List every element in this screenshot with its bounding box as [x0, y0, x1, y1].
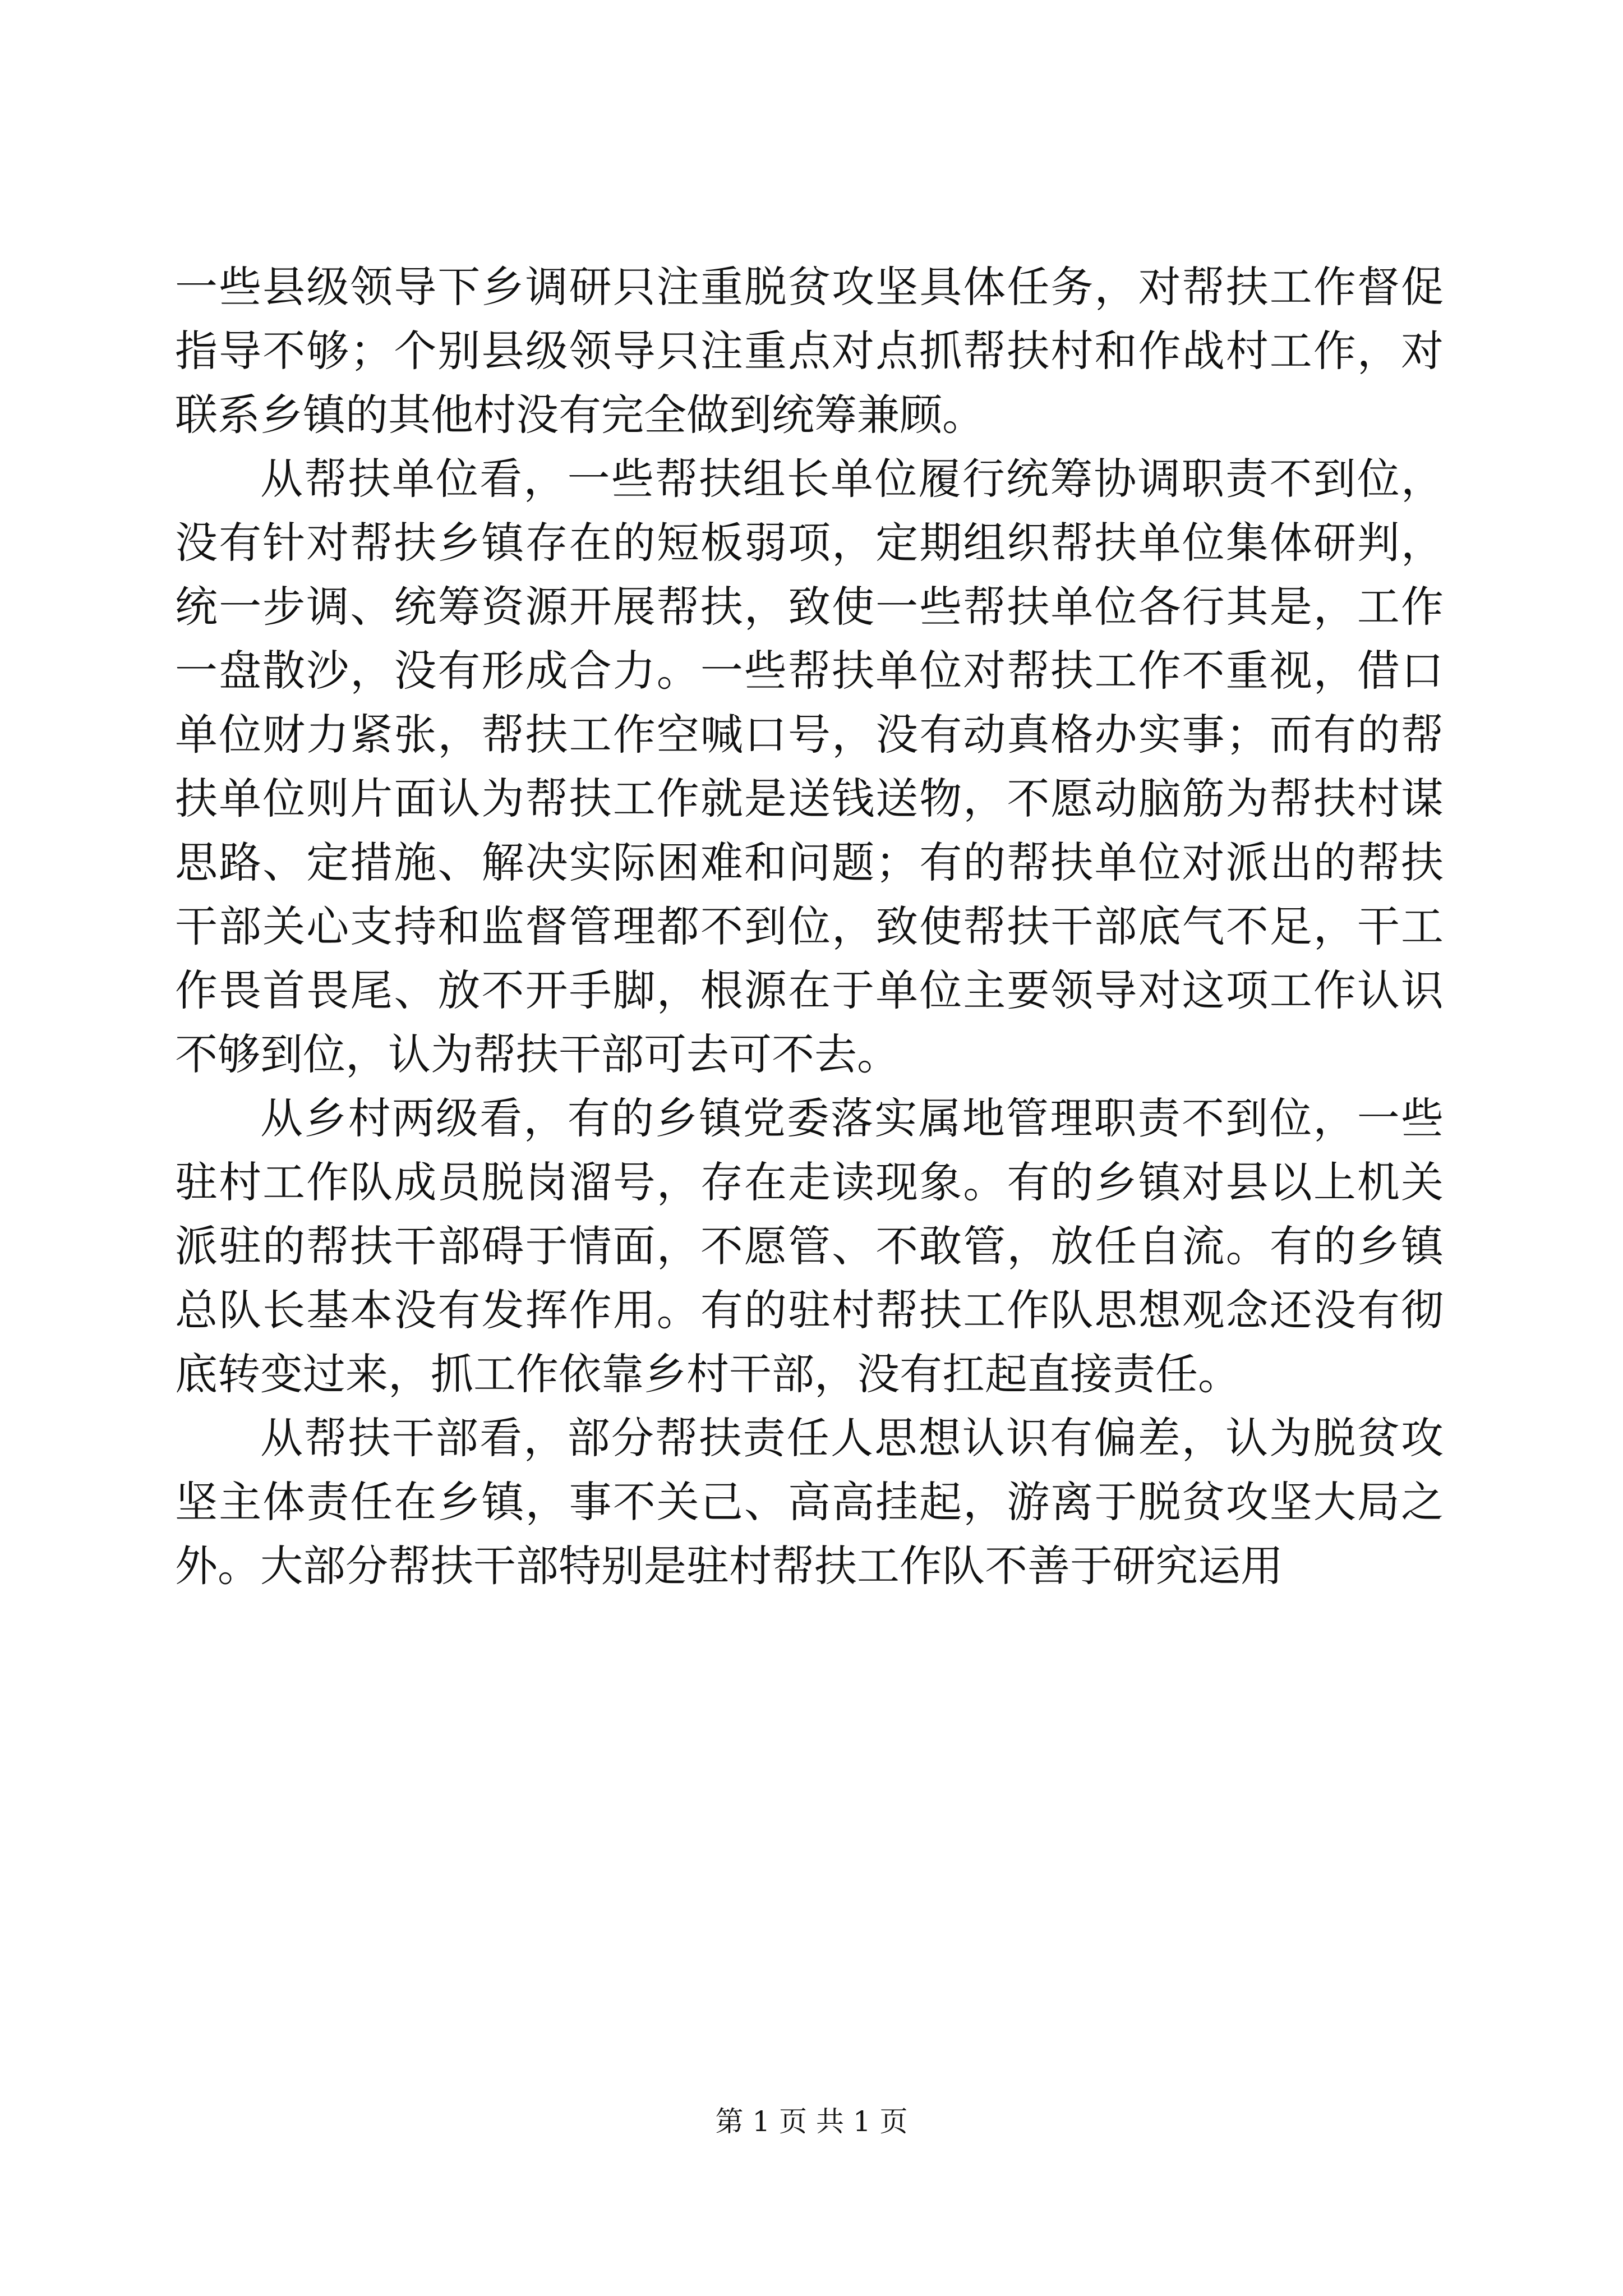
paragraph-assistance-units: 从帮扶单位看，一些帮扶组长单位履行统筹协调职责不到位，没有针对帮扶乡镇存在的短板弱项，定期组织帮扶单位集体研判，统一步调、统筹资源开展帮扶，致使一些帮扶单位各行其是，工作一盘散沙，没有形成合力。一些帮扶单位对帮扶工作不重视，借口单位财力紧张，帮扶工作空喊口号，没有动真格办实事；而有的帮扶单位则片面认为帮扶工作就是送钱送物，不愿动脑筋为帮扶村谋思路、定措施、解决实际困难和问题；有的帮扶单位对派出的帮扶干部关心支持和监督管理都不到位，致使帮扶干部底气不足，干工作畏首畏尾、放不开手脚，根源在于单位主要领导对这项工作认识不够到位，认为帮扶干部可去可不去。: [175, 454, 1444, 1079]
document-body: [175, 255, 1444, 1598]
page-footer: [0, 2105, 1623, 2138]
page-number: 第 1 页 共 1 页: [715, 2105, 908, 2138]
paragraph-township-village: 从乡村两级看，有的乡镇党委落实属地管理职责不到位，一些驻村工作队成员脱岗溜号，存在走读现象。有的乡镇对县以上机关派驻的帮扶干部碍于情面，不愿管、不敢管，放任自流。有的乡镇总队长基本没有发挥作用。有的驻村帮扶工作队思想观念还没有彻底转变过来，抓工作依靠乡村干部，没有扛起直接责任。: [175, 1093, 1444, 1399]
paragraph-assistance-cadres: 从帮扶干部看，部分帮扶责任人思想认识有偏差，认为脱贫攻坚主体责任在乡镇，事不关己、高高挂起，游离于脱贫攻坚大局之外。大部分帮扶干部特别是驻村帮扶工作队不善于研究运用: [175, 1413, 1444, 1591]
paragraph-continuation: 一些县级领导下乡调研只注重脱贫攻坚具体任务，对帮扶工作督促指导不够；个别县级领导只注重点对点抓帮扶村和作战村工作，对联系乡镇的其他村没有完全做到统筹兼顾。: [175, 262, 1444, 440]
